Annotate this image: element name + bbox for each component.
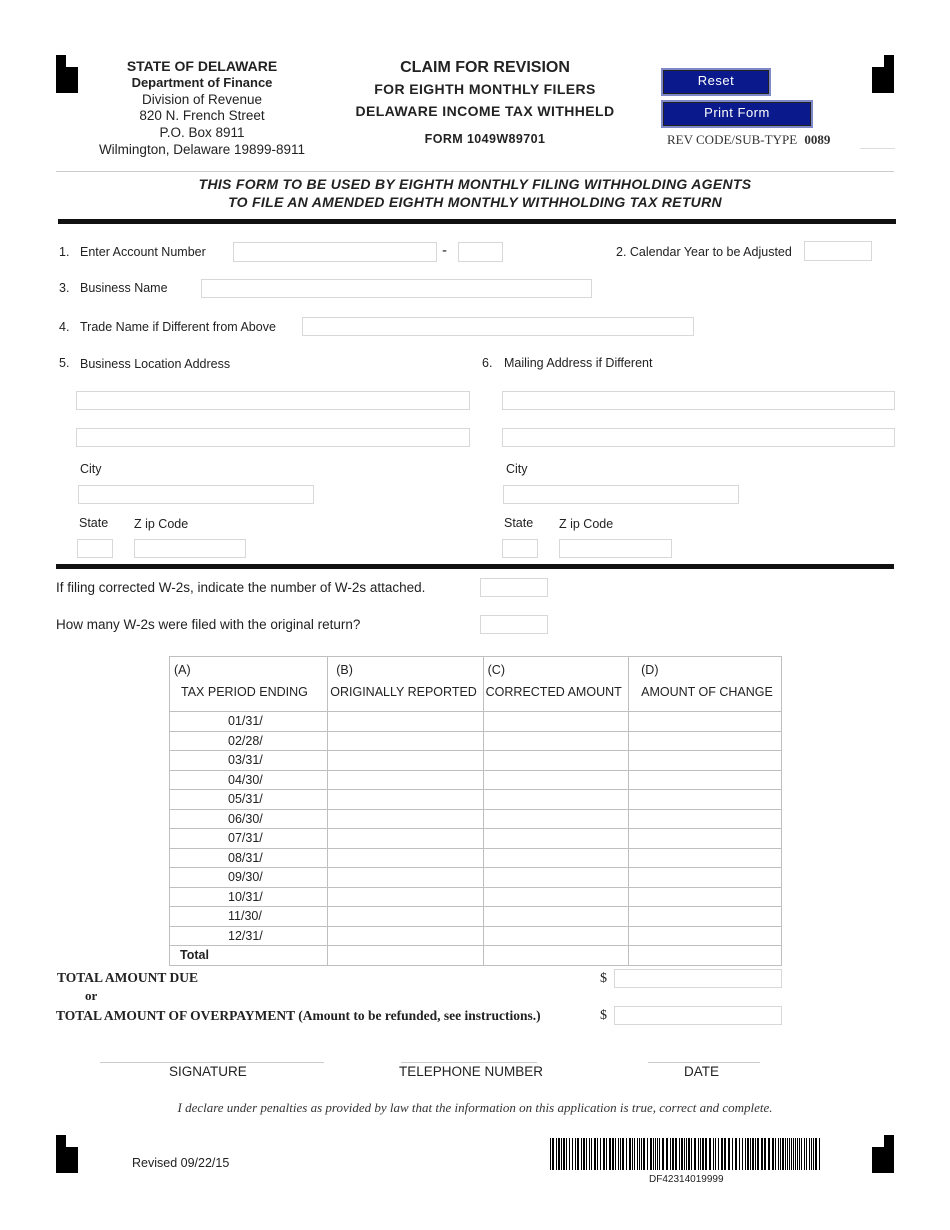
originally-reported-cell[interactable] — [328, 770, 483, 790]
tax-period-ending: 02/28/ — [170, 731, 328, 751]
table-row — [170, 887, 782, 907]
amount-of-change-cell[interactable] — [629, 712, 782, 732]
field-3-number: 3. — [59, 281, 70, 295]
form-subtitle-1: FOR EIGHTH MONTHLY FILERS — [374, 81, 596, 97]
total-due-input[interactable] — [614, 969, 782, 988]
location-address-line-1[interactable] — [76, 391, 470, 410]
field-1-number: 1. — [59, 245, 70, 259]
total-originally-reported[interactable] — [328, 946, 483, 966]
tax-period-ending: 04/30/ — [170, 770, 328, 790]
table-row — [170, 907, 782, 927]
tax-period-ending: 06/30/ — [170, 809, 328, 829]
original-w2-label: How many W-2s were filed with the original return? — [56, 617, 361, 632]
agency-state: STATE OF DELAWARE — [126, 58, 278, 74]
column-a-letter: (A) — [174, 663, 191, 677]
amount-of-change-cell[interactable] — [629, 848, 782, 868]
form-number: FORM 1049W89701 — [424, 132, 546, 146]
calendar-year-input[interactable] — [804, 241, 872, 261]
corner-notch-tr — [872, 55, 884, 67]
column-b-letter: (B) — [336, 663, 353, 677]
header-divider — [56, 171, 894, 172]
location-city-label: City — [80, 462, 102, 476]
overpayment-label: TOTAL AMOUNT OF OVERPAYMENT (Amount to be refunded, see instructions.) — [56, 1008, 541, 1023]
rev-code — [667, 132, 830, 148]
amount-of-change-cell[interactable] — [629, 809, 782, 829]
corrected-w2-count-input[interactable] — [480, 578, 548, 597]
tax-period-ending: 12/31/ — [170, 926, 328, 946]
original-w2-count-input[interactable] — [480, 615, 548, 634]
column-b-title: ORIGINALLY REPORTED — [330, 685, 477, 699]
column-d-header — [629, 657, 782, 712]
overpayment-input[interactable] — [614, 1006, 782, 1025]
agency-pobox: P.O. Box 8911 — [159, 125, 245, 141]
table-row — [170, 751, 782, 771]
corrected-amount-cell[interactable] — [483, 731, 629, 751]
mailing-address-line-1[interactable] — [502, 391, 895, 410]
reset-button[interactable]: Reset — [661, 68, 771, 96]
originally-reported-cell[interactable] — [328, 712, 483, 732]
telephone-input[interactable] — [401, 1045, 537, 1063]
or-label: or — [85, 988, 98, 1003]
table-row — [170, 770, 782, 790]
total-due-label: TOTAL AMOUNT DUE — [57, 970, 199, 985]
column-c-header — [483, 657, 629, 712]
total-label: Total — [170, 946, 328, 966]
corrected-amount-cell[interactable] — [483, 868, 629, 888]
amount-of-change-cell[interactable] — [629, 731, 782, 751]
account-dash: - — [442, 242, 447, 259]
originally-reported-cell[interactable] — [328, 887, 483, 907]
originally-reported-cell[interactable] — [328, 848, 483, 868]
total-corrected-amount[interactable] — [483, 946, 629, 966]
amount-of-change-cell[interactable] — [629, 868, 782, 888]
agency-division: Division of Revenue — [141, 91, 263, 107]
table-row — [170, 790, 782, 810]
total-amount-of-change[interactable] — [629, 946, 782, 966]
corrected-w2-label: If filing corrected W-2s, indicate the number of W-2s attached. — [56, 580, 426, 595]
agency-city: Wilmington, Delaware 19899-8911 — [98, 141, 306, 157]
business-location-label: Business Location Address — [80, 357, 231, 371]
table-total-row — [170, 946, 782, 966]
amount-of-change-cell[interactable] — [629, 751, 782, 771]
table-row — [170, 829, 782, 849]
agency-block — [82, 58, 322, 159]
amount-of-change-cell[interactable] — [629, 829, 782, 849]
print-form-button[interactable]: Print Form — [661, 100, 813, 128]
form-title: CLAIM FOR REVISION — [400, 59, 570, 76]
location-zip-label: Z ip Code — [134, 517, 189, 531]
column-c-title: CORRECTED AMOUNT — [485, 685, 622, 699]
originally-reported-cell[interactable] — [328, 751, 483, 771]
column-c-letter: (C) — [487, 663, 505, 677]
mailing-zip-label: Z ip Code — [559, 517, 614, 531]
instructions — [56, 175, 894, 211]
corrected-amount-cell[interactable] — [483, 829, 629, 849]
rev-code-underline — [860, 148, 895, 149]
corrected-amount-cell[interactable] — [483, 926, 629, 946]
location-state-label: State — [79, 516, 109, 530]
field-5-number: 5. — [59, 356, 70, 370]
amount-of-change-cell[interactable] — [629, 770, 782, 790]
originally-reported-cell[interactable] — [328, 790, 483, 810]
revised-date: Revised 09/22/15 — [132, 1156, 230, 1170]
total-due-dollar: $ — [600, 971, 607, 986]
table-row — [170, 848, 782, 868]
amount-of-change-cell[interactable] — [629, 926, 782, 946]
location-state-input[interactable] — [77, 539, 113, 558]
tax-period-ending: 07/31/ — [170, 829, 328, 849]
business-name-label: Business Name — [80, 281, 168, 295]
corner-mark-top-left-tab — [56, 55, 64, 93]
column-a-title: TAX PERIOD ENDING — [181, 685, 308, 699]
period-rows — [170, 712, 782, 946]
tax-period-ending: 08/31/ — [170, 848, 328, 868]
date-input[interactable] — [648, 1045, 760, 1063]
tax-period-ending: 11/30/ — [170, 907, 328, 927]
corrected-amount-cell[interactable] — [483, 887, 629, 907]
trade-name-label: Trade Name if Different from Above — [80, 320, 276, 334]
section-bar-bottom — [56, 564, 894, 569]
rev-code-value: 0089 — [804, 132, 831, 147]
column-a-header — [170, 657, 328, 712]
barcode-number: DF42314019999 — [649, 1174, 724, 1185]
account-suffix-input[interactable] — [458, 242, 503, 262]
barcode-icon — [550, 1138, 822, 1170]
originally-reported-cell[interactable] — [328, 809, 483, 829]
tax-period-ending: 05/31/ — [170, 790, 328, 810]
amount-of-change-cell[interactable] — [629, 790, 782, 810]
corrected-amount-cell[interactable] — [483, 770, 629, 790]
trade-name-input[interactable] — [302, 317, 694, 336]
corner-notch-tl — [66, 55, 78, 67]
table-row — [170, 712, 782, 732]
form-subtitle-2: DELAWARE INCOME TAX WITHHELD — [355, 103, 615, 119]
corrected-amount-cell[interactable] — [483, 790, 629, 810]
account-number-input[interactable] — [233, 242, 437, 262]
location-zip-input[interactable] — [134, 539, 246, 558]
date-label: DATE — [684, 1064, 720, 1079]
originally-reported-cell[interactable] — [328, 926, 483, 946]
table-header-row — [170, 657, 782, 712]
adjustment-table — [169, 656, 782, 966]
signature-label: SIGNATURE — [169, 1064, 247, 1079]
tax-period-ending: 01/31/ — [170, 712, 328, 732]
mailing-address-line-2[interactable] — [502, 428, 895, 447]
originally-reported-cell[interactable] — [328, 907, 483, 927]
mailing-state-input[interactable] — [502, 539, 538, 558]
corrected-amount-cell[interactable] — [483, 848, 629, 868]
overpayment-dollar: $ — [600, 1008, 607, 1023]
corner-notch-br — [872, 1135, 884, 1147]
amount-of-change-cell[interactable] — [629, 887, 782, 907]
table-row — [170, 868, 782, 888]
instructions-line-2: TO FILE AN AMENDED EIGHTH MONTHLY WITHHOLDING TAX RETURN — [228, 194, 722, 210]
signature-input[interactable] — [100, 1045, 324, 1063]
column-b-header — [328, 657, 483, 712]
field-6-number: 6. — [482, 356, 493, 370]
telephone-label: TELEPHONE NUMBER — [399, 1064, 544, 1079]
corrected-amount-cell[interactable] — [483, 907, 629, 927]
declaration: I declare under penalties as provided by law that the information on this application is true, correct and complete. — [177, 1100, 773, 1115]
business-name-input[interactable] — [201, 279, 592, 298]
corrected-amount-cell[interactable] — [483, 809, 629, 829]
agency-department: Department of Finance — [131, 74, 273, 90]
mailing-zip-input[interactable] — [559, 539, 672, 558]
location-address-line-2[interactable] — [76, 428, 470, 447]
corrected-amount-cell[interactable] — [483, 712, 629, 732]
mailing-city-label: City — [506, 462, 528, 476]
rev-code-label: REV CODE/SUB-TYPE — [667, 132, 798, 147]
tax-period-ending: 10/31/ — [170, 887, 328, 907]
column-d-title: AMOUNT OF CHANGE — [641, 685, 773, 699]
location-city-input[interactable] — [78, 485, 314, 504]
section-bar-top — [58, 219, 896, 224]
table-row — [170, 731, 782, 751]
agency-street: 820 N. French Street — [139, 108, 265, 124]
mailing-state-label: State — [504, 516, 534, 530]
tax-period-ending: 09/30/ — [170, 868, 328, 888]
amount-of-change-cell[interactable] — [629, 907, 782, 927]
table-row — [170, 926, 782, 946]
tax-period-ending: 03/31/ — [170, 751, 328, 771]
field-4-number: 4. — [59, 320, 70, 334]
column-d-letter: (D) — [641, 663, 659, 677]
corrected-amount-cell[interactable] — [483, 751, 629, 771]
originally-reported-cell[interactable] — [328, 829, 483, 849]
account-number-label: Enter Account Number — [80, 245, 206, 259]
form-title-block — [330, 58, 640, 146]
originally-reported-cell[interactable] — [328, 868, 483, 888]
instructions-line-1: THIS FORM TO BE USED BY EIGHTH MONTHLY FILING WITHHOLDING AGENTS — [198, 176, 752, 192]
mailing-city-input[interactable] — [503, 485, 739, 504]
calendar-year-label: 2. Calendar Year to be Adjusted — [616, 245, 792, 259]
table-row — [170, 809, 782, 829]
mailing-address-label: Mailing Address if Different — [504, 356, 653, 370]
corner-notch-bl — [66, 1135, 78, 1147]
originally-reported-cell[interactable] — [328, 731, 483, 751]
